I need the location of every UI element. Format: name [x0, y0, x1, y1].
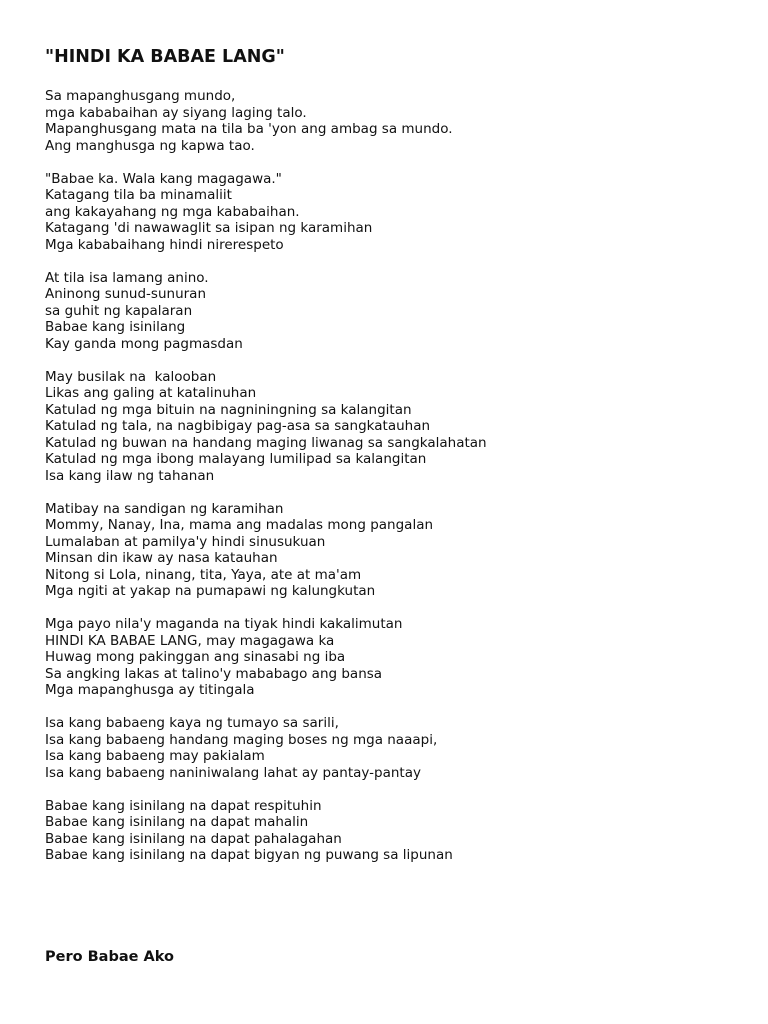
poem-line: Minsan din ikaw ay nasa katauhan	[45, 550, 278, 566]
stanza	[45, 715, 487, 781]
poem-line: At tila isa lamang anino.	[45, 269, 209, 286]
poem-line: Mga payo nila'y maganda na tiyak hindi kakalimutan	[45, 616, 403, 632]
poem-line: Babae kang isinilang	[45, 319, 186, 335]
poem-line: May busilak na kalooban	[45, 368, 217, 385]
poem-line: Mommy, Nanay, Ina, mama ang madalas mong pangalan	[45, 517, 434, 533]
poem-line: Mga kababaihang hindi nirerespeto	[45, 236, 284, 253]
poem-line: Katulad ng mga ibong malayang lumilipad sa kalangitan	[45, 451, 427, 467]
poem-line: Mga ngiti at yakap na pumapawi ng kalungkutan	[45, 583, 376, 599]
poem-line: Babae kang isinilang na dapat pahalagahan	[45, 830, 342, 847]
stanza	[45, 88, 487, 154]
poem-line: "Babae ka. Wala kang magagawa."	[45, 170, 282, 187]
poem-line: Katagang 'di nawawaglit sa isipan ng karamihan	[45, 220, 373, 236]
poem-line: mga kababaihan ay siyang laging talo.	[45, 104, 307, 121]
poem-line: Isa kang babaeng may pakialam	[45, 748, 265, 764]
poem-line: Sa angking lakas at talino'y mababago ang bansa	[45, 665, 383, 682]
poem-line: sa guhit ng kapalaran	[45, 302, 193, 319]
poem-line: Lumalaban at pamilya'y hindi sinusukuan	[45, 533, 326, 550]
stanza	[45, 171, 487, 254]
poem-line: Nitong si Lola, ninang, tita, Yaya, ate at ma'am	[45, 566, 362, 583]
poem-line: Babae kang isinilang na dapat mahalin	[45, 814, 309, 830]
poem-title: "HINDI KA BABAE LANG"	[45, 47, 285, 67]
poem-line: Katulad ng buwan na handang maging liwanag sa sangkalahatan	[45, 434, 487, 451]
stanza	[45, 501, 487, 600]
poem-line: Huwag mong pakinggan ang sinasabi ng iba	[45, 649, 346, 665]
stanza	[45, 270, 487, 353]
poem-line: Aninong sunud-sunuran	[45, 286, 206, 302]
poem-line: Babae kang isinilang na dapat bigyan ng puwang sa lipunan	[45, 847, 453, 863]
poem-line: HINDI KA BABAE LANG, may magagawa ka	[45, 632, 335, 649]
poem-line: Mapanghusgang mata na tila ba 'yon ang ambag sa mundo.	[45, 121, 453, 137]
poem-body	[45, 88, 487, 880]
poem-line: Katulad ng tala, na nagbibigay pag-asa sa sangkatauhan	[45, 418, 431, 434]
poem-line: Isa kang babaeng kaya ng tumayo sa sarili,	[45, 715, 339, 731]
poem-line: Katulad ng mga bituin na nagniningning sa kalangitan	[45, 401, 412, 418]
stanza	[45, 798, 487, 864]
poem-line: Ang manghusga ng kapwa tao.	[45, 137, 255, 154]
stanza	[45, 369, 487, 485]
stanza	[45, 616, 487, 699]
poem-line: Kay ganda mong pagmasdan	[45, 335, 243, 352]
poem-line: Isa kang babaeng naniniwalang lahat ay pantay-pantay	[45, 764, 421, 781]
poem-line: Isa kang ilaw ng tahanan	[45, 467, 215, 484]
poem-line: Matibay na sandigan ng karamihan	[45, 500, 284, 517]
poem-line: Isa kang babaeng handang maging boses ng mga naaapi,	[45, 731, 438, 748]
poem-line: Sa mapanghusgang mundo,	[45, 88, 236, 104]
poem-line: Likas ang galing at katalinuhan	[45, 385, 257, 401]
poem-line: Babae kang isinilang na dapat respituhin	[45, 797, 322, 814]
poem-line: Mga mapanghusga ay titingala	[45, 682, 255, 698]
poem-line: ang kakayahang ng mga kababaihan.	[45, 203, 300, 220]
next-poem-title: Pero Babae Ako	[45, 949, 174, 965]
poem-line: Katagang tila ba minamaliit	[45, 187, 232, 203]
